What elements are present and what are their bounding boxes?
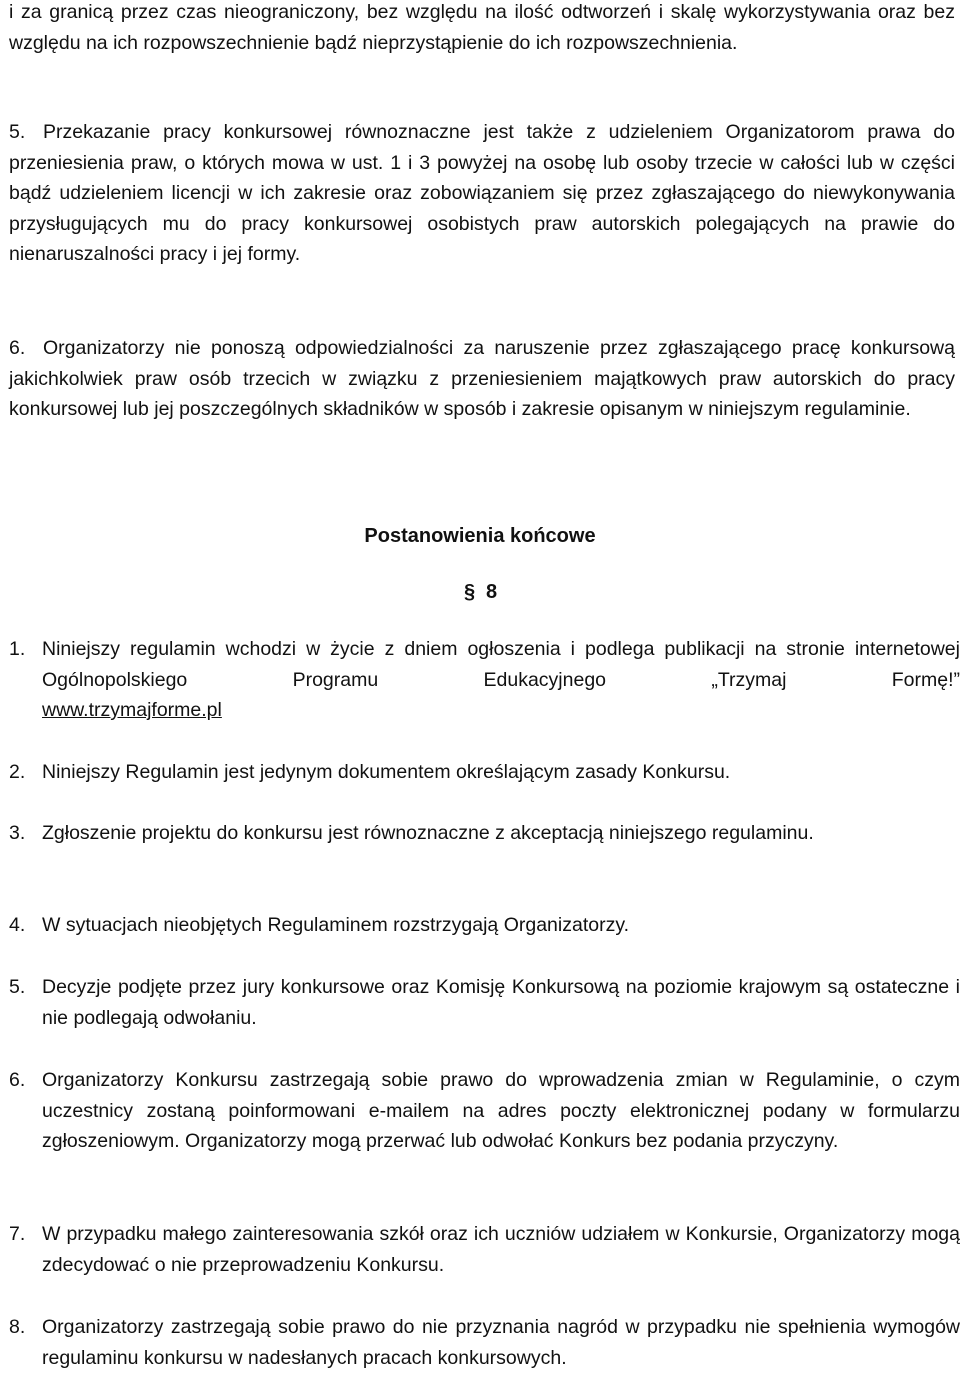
- clause-5-number: 5.: [9, 121, 26, 143]
- final-clause-2-number: 2.: [9, 761, 26, 783]
- final-clause-1-text: Niniejszy regulamin wchodzi w życie z dniem ogłoszenia i podlega publikacji na stronie internetowej Ogólnopolskiego Programu Edukacyjnego „Trzymaj Formę!”: [42, 638, 960, 691]
- final-clause-8-text: Organizatorzy zastrzegają sobie prawo do nie przyznania nagród w przypadku nie spełnienia wymogów regulaminu konkursu w nadesłanych pracach konkursowych.: [42, 1316, 960, 1369]
- clause-6-number: 6.: [9, 337, 26, 359]
- final-clause-7-number: 7.: [9, 1223, 26, 1245]
- final-clause-5-text: Decyzje podjęte przez jury konkursowe oraz Komisję Konkursową na poziomie krajowym są ostateczne i nie podlegają odwołaniu.: [42, 976, 960, 1029]
- final-clause-8: [9, 1312, 960, 1373]
- final-clause-5: [9, 972, 960, 1033]
- final-clause-7-text: W przypadku małego zainteresowania szkół oraz ich uczniów udziałem w Konkursie, Organizatorzy mogą zdecydować o nie przeprowadzeniu Konkursu.: [42, 1223, 960, 1276]
- final-clause-6: [9, 1065, 960, 1157]
- final-clause-4-number: 4.: [9, 914, 26, 936]
- intro-paragraph: i za granicą przez czas nieograniczony, bez względu na ilość odtworzeń i skalę wykorzystywania oraz bez względu na ich rozpowszechnienie bądź nieprzystąpienie do ich rozpowszechnienia.: [9, 1, 955, 54]
- clause-5: [9, 117, 955, 270]
- final-clause-1-number: 1.: [9, 638, 26, 660]
- final-clause-2: [9, 757, 960, 788]
- final-clause-5-number: 5.: [9, 976, 26, 998]
- clause-5-text: Przekazanie pracy konkursowej równoznaczne jest także z udzieleniem Organizatorom prawa do przeniesienia praw, o których mowa w ust. 1 i 3 powyżej na osobę lub osoby trzecie w całości lub w części bądź udzieleniem licencji w ich zakresie oraz zobowiązaniem się przez zgłaszającego do niewykonywania przysługujących mu do pracy konkursowej osobistych praw autorskich polegających na prawie do nienaruszalności pracy i jej formy.: [9, 121, 955, 265]
- section-symbol: §: [464, 581, 476, 603]
- final-clause-3-text: Zgłoszenie projektu do konkursu jest równoznaczne z akceptacją niniejszego regulaminu.: [42, 822, 814, 844]
- final-clause-7: [9, 1219, 960, 1280]
- final-clause-4-text: W sytuacjach nieobjętych Regulaminem rozstrzygają Organizatorzy.: [42, 914, 630, 936]
- website-link[interactable]: www.trzymajforme.pl: [42, 699, 222, 721]
- section-marker: [464, 577, 497, 607]
- section-heading: Postanowienia końcowe: [364, 525, 596, 547]
- clause-6-text: Organizatorzy nie ponoszą odpowiedzialności za naruszenie przez zgłaszającego pracę konkursową jakichkolwiek praw osób trzecich w związku z przeniesieniem majątkowych praw autorskich do pracy konkursowej lub jej poszczególnych składników w sposób i zakresie opisanym w niniejszym regulaminie.: [9, 337, 955, 420]
- final-clause-2-text: Niniejszy Regulamin jest jedynym dokumentem określającym zasady Konkursu.: [42, 761, 731, 783]
- final-clause-8-number: 8.: [9, 1316, 26, 1338]
- final-clause-3-number: 3.: [9, 822, 26, 844]
- final-clause-4: [9, 910, 960, 941]
- final-clause-1: [9, 634, 960, 726]
- final-clause-1-link-line: [42, 695, 960, 726]
- final-clause-6-number: 6.: [9, 1069, 26, 1091]
- section-number: 8: [486, 581, 498, 603]
- final-clause-6-text: Organizatorzy Konkursu zastrzegają sobie prawo do wprowadzenia zmian w Regulaminie, o czym uczestnicy zostaną poinformowani e-mailem na adres poczty elektronicznej podany w formularzu zgłoszeniowym. Organizatorzy mogą przerwać lub odwołać Konkurs bez podania przyczyny.: [42, 1069, 960, 1152]
- clause-6: [9, 333, 955, 425]
- final-clause-3: [9, 818, 960, 849]
